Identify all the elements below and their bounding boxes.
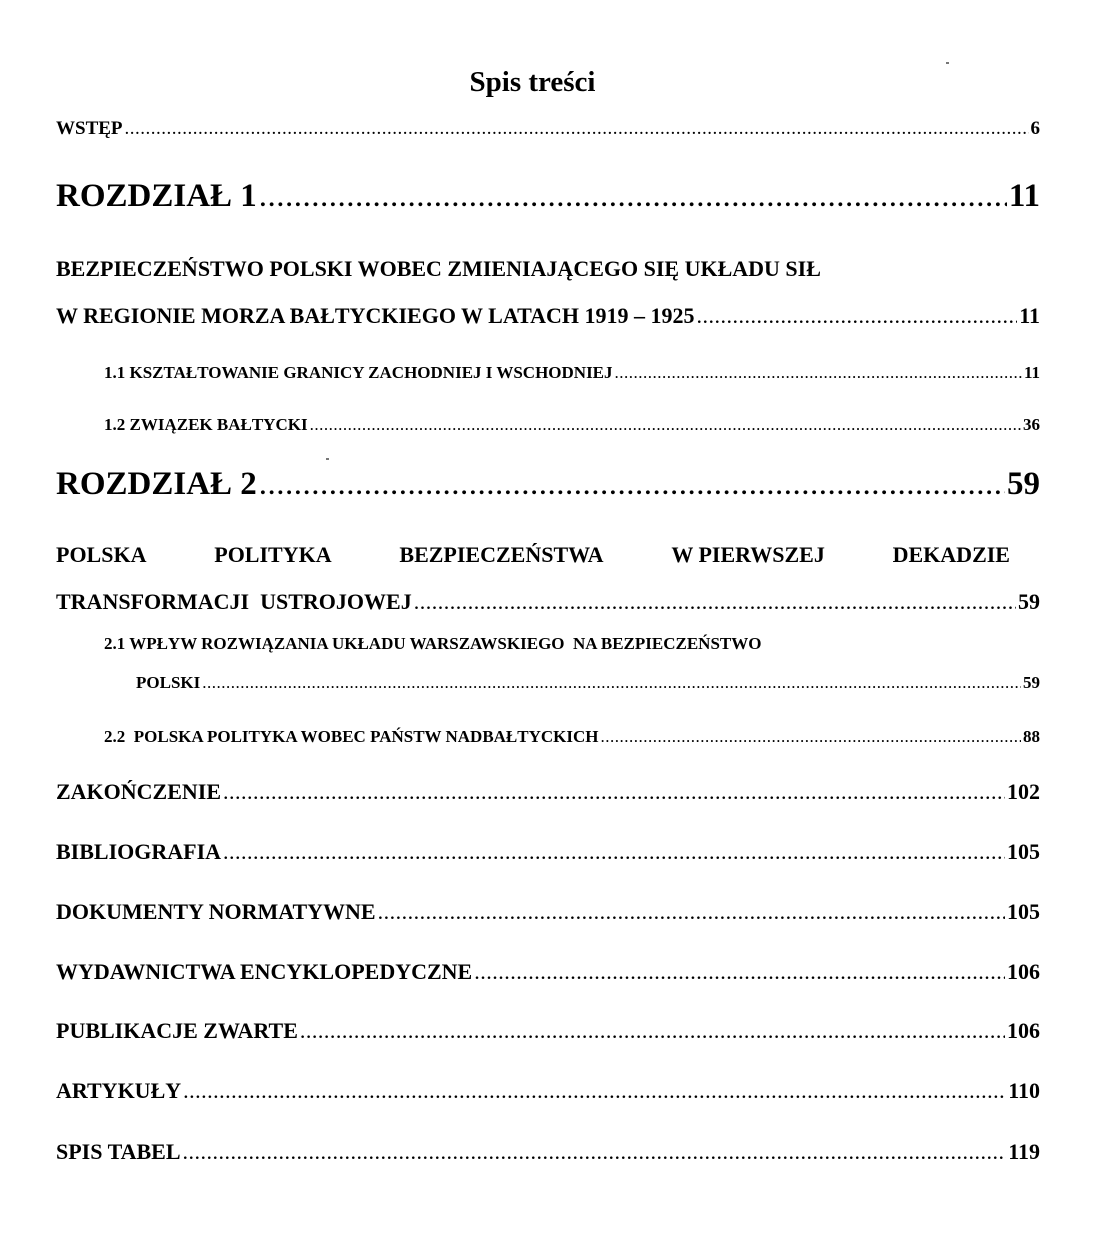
dot-leader bbox=[125, 118, 1029, 140]
dot-leader bbox=[259, 178, 1007, 215]
toc-entry-label: ARTYKUŁY bbox=[56, 1078, 182, 1103]
toc-entry-label: 1.2 ZWIĄZEK BAŁTYCKI bbox=[104, 415, 308, 434]
toc-entry-label: BIBLIOGRAFIA bbox=[56, 839, 222, 864]
toc-page-number: 106 bbox=[1007, 959, 1040, 984]
toc-section-1-2[interactable] bbox=[104, 415, 1040, 435]
toc-page-number: 105 bbox=[1007, 839, 1040, 864]
toc-chapter-1-title[interactable] bbox=[56, 303, 1040, 329]
toc-chapter-2[interactable] bbox=[56, 466, 1040, 503]
toc-page-number: 59 bbox=[1018, 589, 1040, 614]
toc-entry-spis-tabel[interactable] bbox=[56, 1139, 1040, 1165]
toc-page-number: 11 bbox=[1008, 178, 1040, 214]
dot-leader bbox=[300, 1018, 1005, 1044]
toc-page-number: 6 bbox=[1030, 118, 1040, 139]
toc-page-number: 106 bbox=[1007, 1018, 1040, 1043]
toc-entry-wydawnictwa[interactable] bbox=[56, 959, 1040, 985]
toc-entry-label: DOKUMENTY NORMATYWNE bbox=[56, 899, 376, 924]
dot-leader bbox=[310, 415, 1021, 435]
toc-entry-publikacje[interactable] bbox=[56, 1018, 1040, 1044]
toc-entry-label: 2.2 POLSKA POLITYKA WOBEC PAŃSTW NADBAŁTYCKICH bbox=[104, 727, 599, 746]
toc-entry-label: ZAKOŃCZENIE bbox=[56, 779, 222, 804]
toc-page-number: 11 bbox=[1019, 303, 1040, 328]
scan-speck bbox=[946, 62, 949, 64]
dot-leader bbox=[378, 899, 1005, 925]
toc-entry-label: ROZDZIAŁ 2 bbox=[56, 466, 257, 502]
toc-page-number: 11 bbox=[1023, 363, 1040, 382]
toc-entry-label: TRANSFORMACJI USTROJOWEJ bbox=[56, 589, 412, 614]
dot-leader bbox=[601, 727, 1021, 747]
toc-page-number: 102 bbox=[1007, 779, 1040, 804]
toc-entry-label: POLSKI bbox=[136, 673, 201, 692]
toc-entry-label: WSTĘP bbox=[56, 118, 123, 139]
toc-entry-dokumenty[interactable] bbox=[56, 899, 1040, 925]
dot-leader bbox=[259, 466, 1005, 503]
dot-leader bbox=[183, 1078, 1006, 1104]
toc-entry-label: 1.1 KSZTAŁTOWANIE GRANICY ZACHODNIEJ I WSCHODNIEJ bbox=[104, 363, 613, 382]
title-word: POLITYKA bbox=[214, 542, 332, 567]
toc-entry-artykuly[interactable] bbox=[56, 1078, 1040, 1104]
dot-leader bbox=[615, 363, 1022, 383]
toc-page-number: 119 bbox=[1008, 1139, 1040, 1164]
toc-entry-label: W REGIONIE MORZA BAŁTYCKIEGO W LATACH 1919 – 1925 bbox=[56, 303, 695, 328]
dot-leader bbox=[223, 839, 1005, 865]
toc-section-2-1[interactable] bbox=[136, 673, 1040, 693]
toc-entry-zakonczenie[interactable] bbox=[56, 779, 1040, 805]
toc-section-2-2[interactable] bbox=[104, 727, 1040, 747]
dot-leader bbox=[474, 959, 1005, 985]
toc-section-2-1-line-1[interactable]: 2.1 WPŁYW ROZWIĄZANIA UKŁADU WARSZAWSKIEGO NA BEZPIECZEŃSTWO bbox=[104, 634, 762, 653]
toc-page-number: 59 bbox=[1023, 673, 1040, 692]
chapter-2-title-line-1 bbox=[56, 542, 1010, 568]
page-title: Spis treści bbox=[469, 66, 596, 98]
toc-entry-intro[interactable] bbox=[56, 118, 1040, 140]
toc-page-number: 105 bbox=[1007, 899, 1040, 924]
toc-entry-label: SPIS TABEL bbox=[56, 1139, 181, 1164]
toc-chapter-1[interactable] bbox=[56, 178, 1040, 215]
title-word: W PIERWSZEJ bbox=[671, 542, 825, 567]
toc-entry-bibliografia[interactable] bbox=[56, 839, 1040, 865]
toc-page-number: 110 bbox=[1008, 1078, 1040, 1103]
dot-leader bbox=[414, 589, 1016, 615]
toc-entry-label: PUBLIKACJE ZWARTE bbox=[56, 1018, 298, 1043]
toc-section-1-1[interactable] bbox=[104, 363, 1040, 383]
dot-leader bbox=[202, 673, 1021, 693]
dot-leader bbox=[183, 1139, 1007, 1165]
toc-page-number: 88 bbox=[1023, 727, 1040, 746]
toc-chapter-2-title[interactable] bbox=[56, 589, 1040, 615]
scan-speck bbox=[326, 458, 329, 460]
title-word: POLSKA bbox=[56, 542, 147, 567]
toc-page-number: 59 bbox=[1007, 466, 1040, 502]
chapter-1-title-line-1: BEZPIECZEŃSTWO POLSKI WOBEC ZMIENIAJĄCEGO SIĘ UKŁADU SIŁ bbox=[56, 256, 821, 281]
dot-leader bbox=[697, 303, 1018, 329]
toc-entry-label: WYDAWNICTWA ENCYKLOPEDYCZNE bbox=[56, 959, 473, 984]
toc-page-number: 36 bbox=[1023, 415, 1040, 434]
title-word: BEZPIECZEŃSTWA bbox=[399, 542, 604, 567]
toc-entry-label: ROZDZIAŁ 1 bbox=[56, 178, 257, 214]
dot-leader bbox=[223, 779, 1005, 805]
title-word: DEKADZIE bbox=[892, 542, 1010, 567]
